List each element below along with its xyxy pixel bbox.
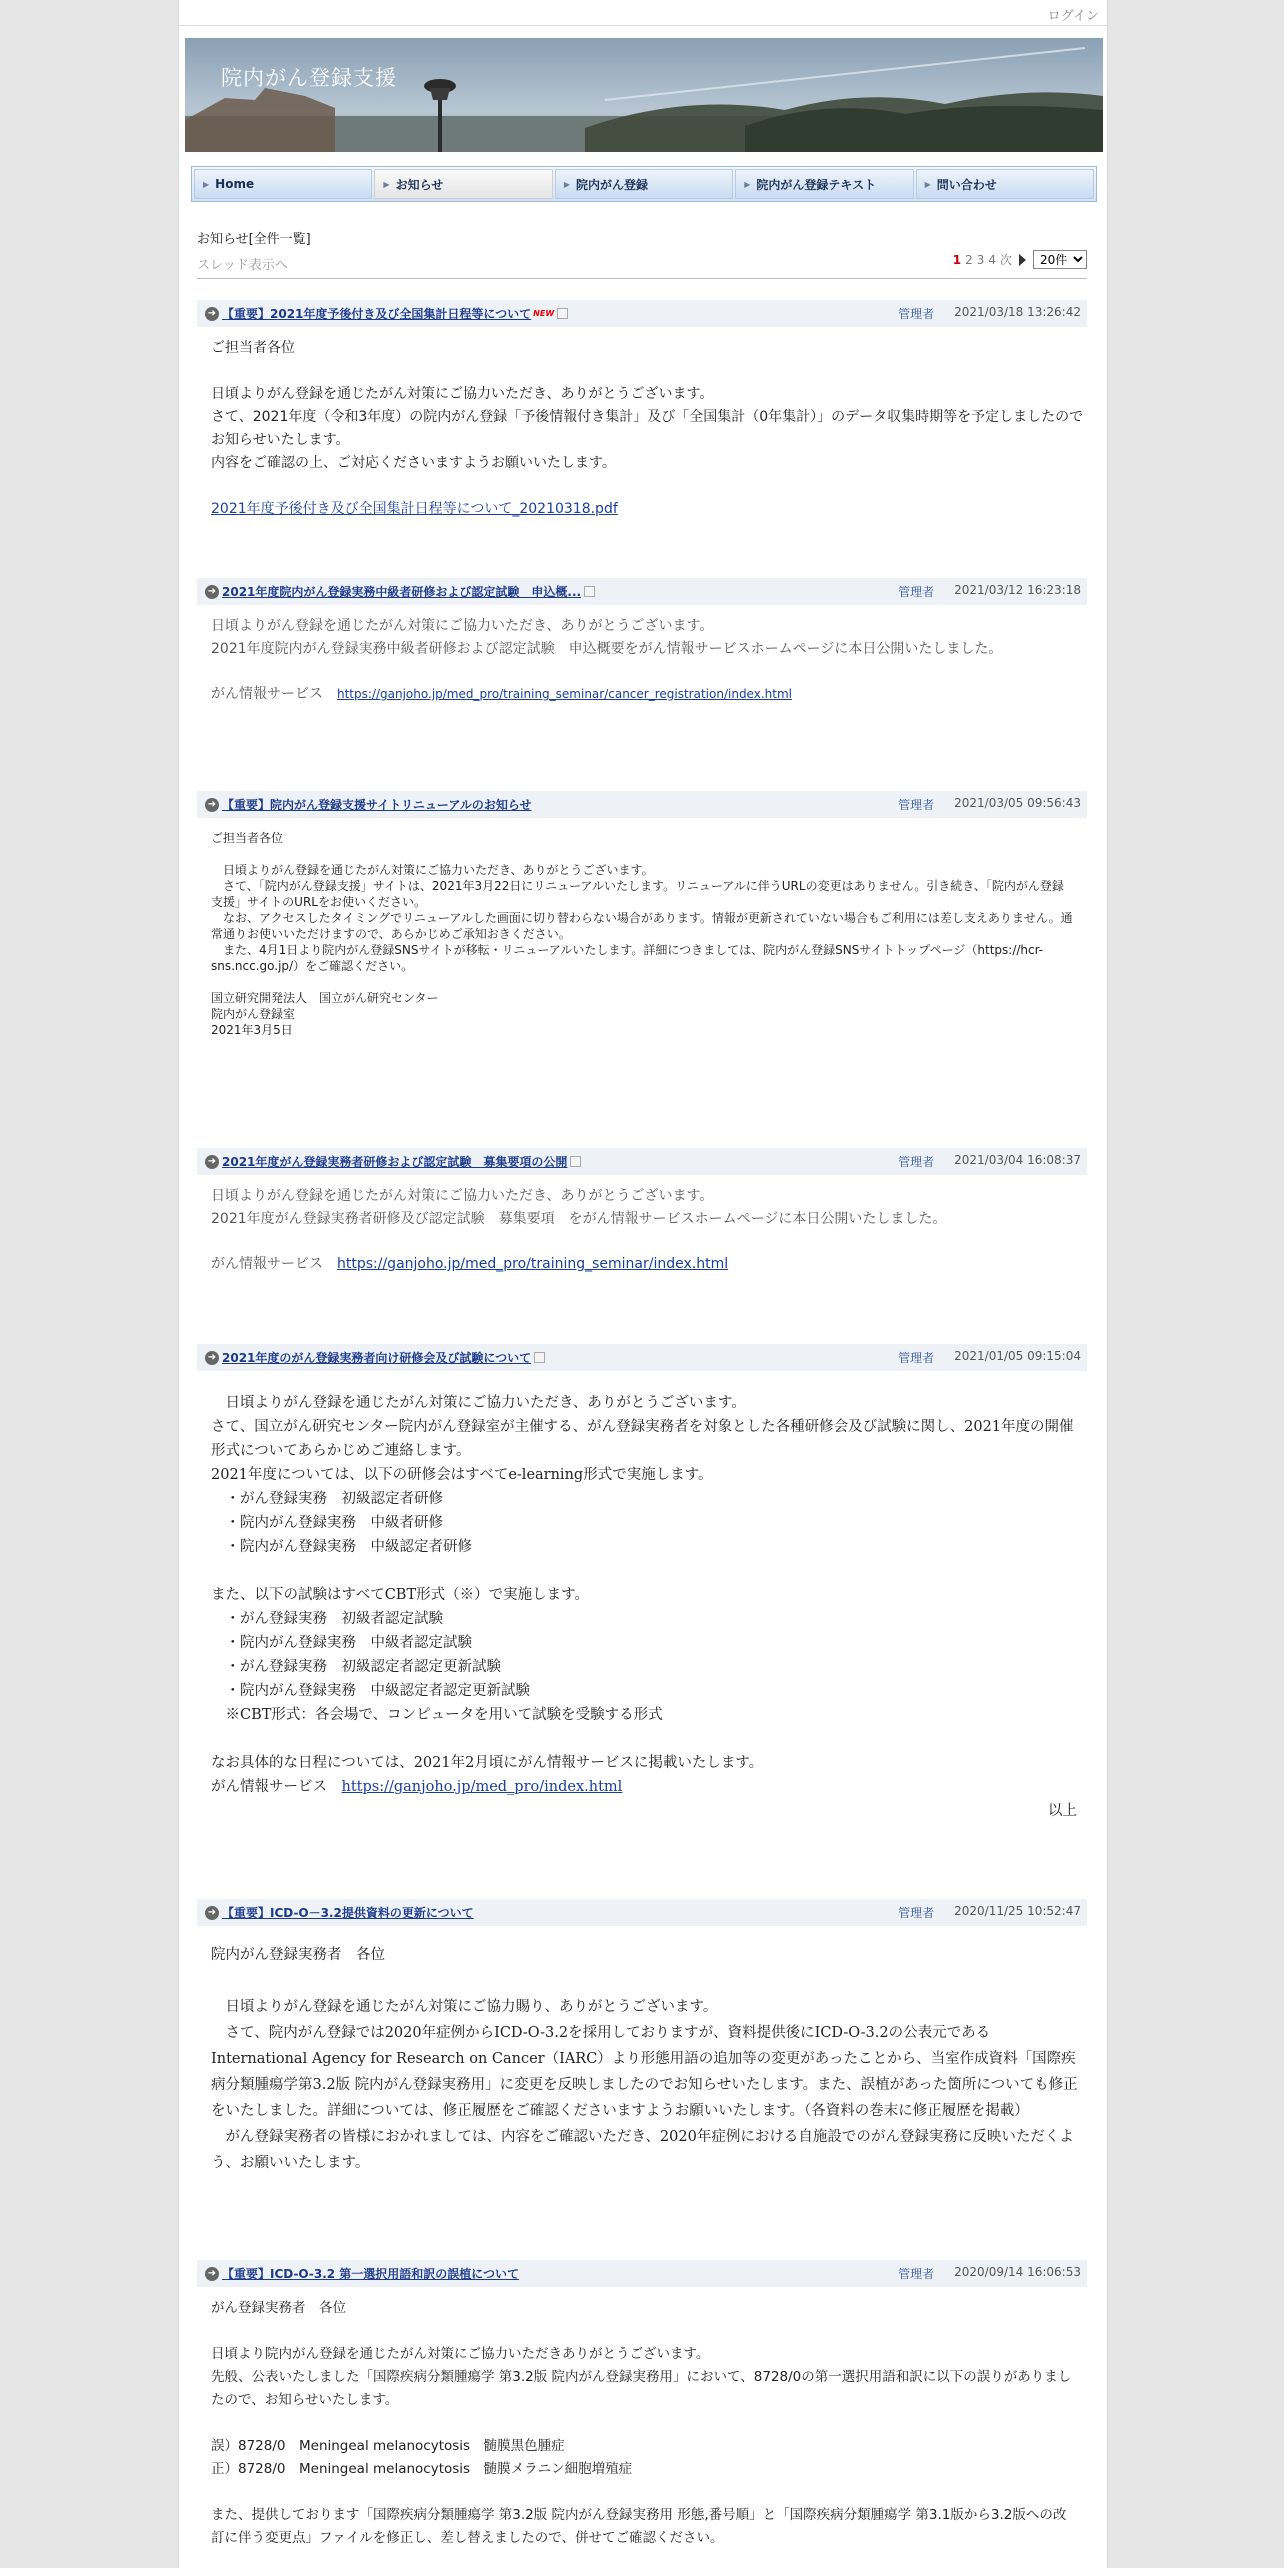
post-date: 2020/09/14 16:06:53	[954, 2265, 1081, 2279]
nav-arrow-icon: ▶	[924, 179, 931, 189]
post-text: また、以下の試験はすべてCBT形式（※）で実施します。 ・がん登録実務 初級者認定試験 ・院内がん登録実務 中級者認定試験 ・がん登録実務 初級認定者認定更新試験 ・院内がん登録実務 中級認定者認定更新試験 ※CBT形式：各会場で、コンピュータを用いて試験を受験する形式	[211, 1587, 663, 1723]
post-title-link[interactable]: 【重要】ICD-O-3.2 第一選択用語和訳の誤植について	[222, 2267, 520, 2281]
post	[197, 2260, 1087, 2550]
post-text: なお具体的な日程については、2021年2月頃にがん情報サービスに掲載いたします。	[211, 1755, 764, 1771]
post-text: 日頃よりがん登録を通じたがん対策にご協力いただき、ありがとうございます。 2021年度がん登録実務者研修及び認定試験 募集要項 をがん情報サービスホームページに本日公開いたしました。	[211, 1188, 947, 1227]
post-header	[197, 300, 1087, 327]
post-body	[197, 2287, 1087, 2550]
page-3[interactable]: 3	[976, 252, 985, 267]
post-title-link[interactable]: 【重要】院内がん登録支援サイトリニューアルのお知らせ	[222, 798, 532, 812]
list-title: お知らせ[全件一覧]	[197, 232, 311, 247]
post-text: 日頃よりがん登録を通じたがん対策にご協力いただき、ありがとうございます。 2021年度院内がん登録実務中級者研修および認定試験 申込概要をがん情報サービスホームページに本日公開いたしました。	[211, 618, 1003, 657]
post-author[interactable]: 管理者	[898, 2267, 935, 2281]
post-title-link[interactable]: 【重要】2021年度予後付き及び全国集計日程等について	[222, 307, 532, 321]
pager	[953, 250, 1087, 269]
post-text: ご担当者各位	[211, 831, 284, 845]
post-meta	[898, 2265, 1081, 2282]
nav-registry-text[interactable]	[735, 169, 913, 199]
post-author[interactable]: 管理者	[898, 1155, 935, 1169]
arrow-circle-icon: ➜	[205, 1155, 219, 1169]
page	[178, 0, 1108, 2568]
arrow-circle-icon: ➜	[205, 798, 219, 812]
post-author[interactable]: 管理者	[898, 798, 935, 812]
new-badge: NEW	[533, 309, 555, 318]
nav-label: お知らせ	[395, 177, 444, 192]
nav-label: 院内がん登録テキスト	[756, 177, 877, 192]
post-meta	[898, 1349, 1081, 1366]
post-text: 院内がん登録実務者 各位	[211, 1947, 385, 1963]
document-icon	[557, 308, 568, 319]
post-text: 国立研究開発法人 国立がん研究センター 院内がん登録室 2021年3月5日	[211, 991, 439, 1037]
post-header	[197, 1344, 1087, 1371]
document-icon	[584, 586, 595, 597]
post	[197, 300, 1087, 521]
post-text: 日頃より院内がん登録を通じたがん対策にご協力いただきありがとうございます。 先般、公表いたしました「国際疾病分類腫瘍学 第3.2版 院内がん登録実務用」において、8728/0の第一選択用語和訳に以下の誤りがありましたので、お知らせいたします。	[211, 2346, 1072, 2408]
nav-label: Home	[215, 177, 255, 191]
nav-arrow-icon: ▶	[563, 179, 570, 189]
ganjoho-link[interactable]: https://ganjoho.jp/med_pro/training_seminar/cancer_registration/index.html	[337, 687, 792, 701]
post-text: また、提供しております「国際疾病分類腫瘍学 第3.2版 院内がん登録実務用 形態,番号順」と「国際疾病分類腫瘍学 第3.1版から3.2版への改訂に伴う変更点」ファイルを修正し、差し替えましたので、併せてご確認ください。	[211, 2507, 1067, 2546]
post	[197, 578, 1087, 706]
arrow-circle-icon: ➜	[205, 2267, 219, 2281]
ganjoho-link[interactable]: https://ganjoho.jp/med_pro/index.html	[341, 1779, 623, 1795]
post-title-link[interactable]: 2021年度院内がん登録実務中級者研修および認定試験 申込概...	[222, 585, 582, 599]
items-per-page-select[interactable]	[1033, 250, 1087, 269]
page-1: 1	[952, 252, 962, 267]
post-meta	[898, 1153, 1081, 1170]
post-date: 2021/01/05 09:15:04	[954, 1349, 1081, 1363]
post-date: 2021/03/18 13:26:42	[954, 305, 1081, 319]
post-author[interactable]: 管理者	[898, 585, 935, 599]
post-text: 日頃よりがん登録を通じたがん対策にご協力賜り、ありがとうございます。 さて、院内がん登録では2020年症例からICD-O-3.2を採用しておりますが、資料提供後にICD-O-3.2の公表元であるInternational Agency for Research on Cancer（IARC）より形態用語の追加等の変更があったことから、当室作成資料「国際疾病分類腫瘍学第3.2版 院内がん登録実務用」に変更を反映しましたのでお知らせいたします。また、誤植があった箇所についても修正をいたしました。詳細については、修正履歴をご確認くださいますようお願いいたします。（各資料の巻末に修正履歴を掲載） がん登録実務者の皆様におかれましては、内容をご確認いただき、2020年症例における自施設でのがん登録実務に反映いただくよう、お願いいたします。	[211, 1999, 1078, 2171]
divider	[197, 278, 1087, 279]
post-body	[197, 327, 1087, 521]
post-date: 2021/03/04 16:08:37	[954, 1153, 1081, 1167]
thread-view-link[interactable]: スレッド表示へ	[197, 258, 288, 273]
nav-arrow-icon: ▶	[203, 179, 210, 189]
post	[197, 1148, 1087, 1276]
post-date: 2021/03/12 16:23:18	[954, 583, 1081, 597]
pdf-link[interactable]: 2021年度予後付き及び全国集計日程等について_20210318.pdf	[211, 501, 618, 517]
post-header	[197, 578, 1087, 605]
page-2[interactable]: 2	[965, 252, 973, 267]
nav-news[interactable]	[374, 169, 552, 199]
post-text: 日頃よりがん登録を通じたがん対策にご協力いただき、ありがとうございます。 さて、「院内がん登録支援」サイトは、2021年3月22日にリニューアルいたします。リニューアルに伴うURLの変更はありません。引き続き、「院内がん登録支援」サイトのURLをお使いください。 なお、アクセスしたタイミングでリニューアルした画面に切り替わらない場合があります。情報が更新されていない場合もご利用には差し支えありません。通常通りお使いいただけますので、あらかじめご承知おきください。 また、4月1日より院内がん登録SNSサイトが移転・リニューアルいたします。詳細につきましては、院内がん登録SNSサイトトップページ（https://hcr-sns.ncc.go.jp/）をご確認ください。	[211, 863, 1073, 973]
document-icon	[534, 1352, 545, 1363]
service-label: がん情報サービス	[211, 1256, 337, 1272]
post-body	[197, 605, 1087, 706]
post-body	[197, 1175, 1087, 1276]
post-header	[197, 2260, 1087, 2287]
post-date: 2020/11/25 10:52:47	[954, 1904, 1081, 1918]
post-body	[197, 1926, 1087, 2176]
arrow-circle-icon: ➜	[205, 585, 219, 599]
post-text: 日頃よりがん登録を通じたがん対策にご協力いただき、ありがとうございます。 さて、2021年度（令和3年度）の院内がん登録「予後情報付き集計」及び「全国集計（0年集計）」のデータ収集時期等を予定しましたのでお知らせいたします。 内容をご確認の上、ご対応くださいますようお願いいたします。	[211, 386, 1084, 471]
post-author[interactable]: 管理者	[898, 307, 935, 321]
post-header	[197, 791, 1087, 818]
post	[197, 1344, 1087, 1823]
post-author[interactable]: 管理者	[898, 1906, 935, 1920]
document-icon	[570, 1156, 581, 1167]
service-label: がん情報サービス	[211, 686, 337, 702]
post-text: ご担当者各位	[211, 340, 295, 356]
post-title-link[interactable]: 2021年度がん登録実務者研修および認定試験 募集要項の公開	[222, 1155, 568, 1169]
post-meta	[898, 305, 1081, 322]
login-link[interactable]: ログイン	[1047, 9, 1099, 24]
post	[197, 1899, 1087, 2176]
post-author[interactable]: 管理者	[898, 1351, 935, 1365]
header-banner	[185, 38, 1103, 152]
next-arrow-icon[interactable]	[1019, 254, 1026, 266]
nav-hospital-registry[interactable]	[555, 169, 733, 199]
arrow-circle-icon: ➜	[205, 307, 219, 321]
post-body	[197, 1371, 1087, 1823]
nav-arrow-icon: ▶	[744, 179, 751, 189]
page-4[interactable]: 4	[988, 252, 996, 267]
global-nav	[191, 166, 1097, 202]
post-title-link[interactable]: 2021年度のがん登録実務者向け研修会及び試験について	[222, 1351, 532, 1365]
nav-contact[interactable]	[916, 169, 1094, 199]
post-header	[197, 1148, 1087, 1175]
post-meta	[898, 1904, 1081, 1921]
service-label: がん情報サービス	[211, 1779, 342, 1795]
post-meta	[898, 583, 1081, 600]
arrow-circle-icon: ➜	[205, 1351, 219, 1365]
arrow-circle-icon: ➜	[205, 1906, 219, 1920]
post-meta	[898, 796, 1081, 813]
closing-text: 以上	[1048, 1803, 1077, 1819]
nav-label: 院内がん登録	[575, 177, 648, 192]
post-text: 日頃よりがん登録を通じたがん対策にご協力いただき、ありがとうございます。 さて、国立がん研究センター院内がん登録室が主催する、がん登録実務者を対象とした各種研修会及び試験に関し、2021年度の開催形式についてあらかじめご連絡します。 2021年度については、以下の研修会はすべてe-learning形式で実施します。 ・がん登録実務 初級認定者研修 ・院内がん登録実務 中級者研修 ・院内がん登録実務 中級認定者研修	[211, 1395, 1074, 1555]
top-bar	[179, 0, 1107, 26]
next-page-link[interactable]: 次	[999, 253, 1012, 267]
nav-home[interactable]	[194, 169, 372, 199]
post-body	[197, 818, 1087, 1038]
post-text: 誤）8728/0 Meningeal melanocytosis 髄膜黒色腫症 正）8728/0 Meningeal melanocytosis 髄膜メラニン細胞増殖症	[211, 2438, 633, 2477]
nav-label: 問い合わせ	[936, 177, 997, 192]
post-date: 2021/03/05 09:56:43	[954, 796, 1081, 810]
post	[197, 791, 1087, 1038]
banner-scenery	[185, 38, 1103, 152]
ganjoho-link[interactable]: https://ganjoho.jp/med_pro/training_seminar/index.html	[337, 1256, 729, 1272]
post-header	[197, 1899, 1087, 1926]
post-title-link[interactable]: 【重要】ICD-O－3.2提供資料の更新について	[222, 1906, 474, 1920]
nav-arrow-icon: ▶	[383, 179, 390, 189]
list-header	[197, 228, 1087, 273]
banner-title: 院内がん登録支援	[221, 66, 397, 90]
post-text: がん登録実務者 各位	[211, 2300, 346, 2316]
